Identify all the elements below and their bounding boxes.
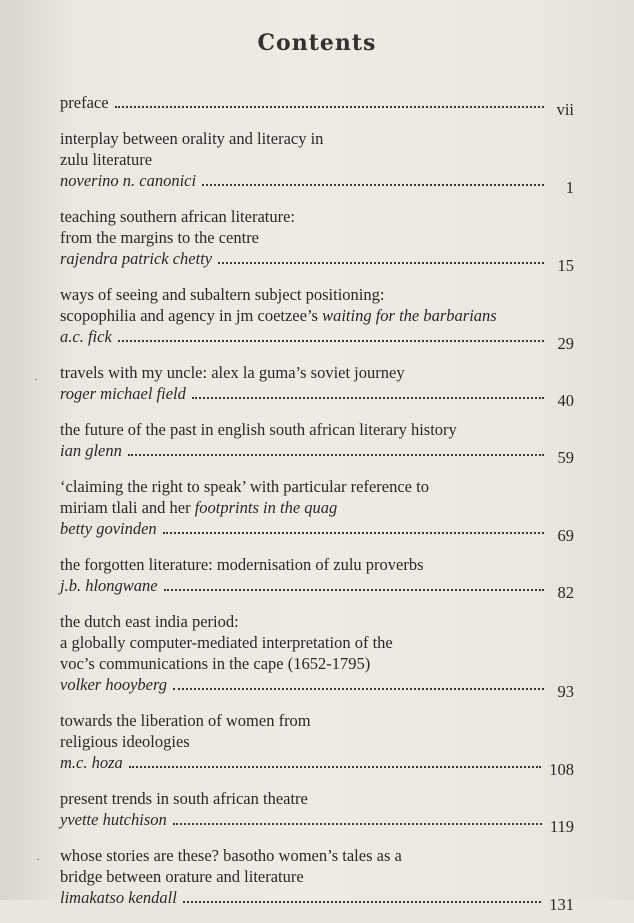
entry-title-text: religious ideologies [60, 732, 190, 751]
entry-title-text: travels with my uncle: alex la guma’s soviet journey [60, 363, 405, 382]
entry-title-text: scopophilia and agency in jm coetzee’s [60, 306, 323, 325]
author-row [60, 809, 574, 836]
entry-title-text: bridge between orature and literature [60, 867, 304, 886]
entry-title-line [60, 866, 574, 887]
entry-title-line [60, 731, 574, 752]
entry-author: limakatso kendall [60, 888, 177, 907]
dot-leader [115, 106, 544, 108]
entry-title-line [60, 653, 574, 674]
toc-entry [60, 284, 574, 353]
entry-title-text: whose stories are these? basotho women’s tales as a [60, 846, 402, 865]
entry-title-text: interplay between orality and literacy in [60, 129, 324, 148]
author-row [60, 248, 574, 275]
entry-title-line [60, 149, 574, 170]
dot-leader [173, 823, 542, 825]
entry-title-line [60, 362, 574, 383]
entry-title-text: miriam tlali and her [60, 498, 195, 517]
author-row [60, 170, 574, 197]
dot-leader [202, 184, 544, 186]
entry-title-text: ways of seeing and subaltern subject positioning: [60, 285, 385, 304]
dot-leader [129, 766, 541, 768]
page-number: vii [556, 100, 574, 119]
entry-author: yvette hutchison [60, 810, 167, 829]
author-row [60, 887, 574, 914]
entry-title-line [60, 305, 574, 326]
entry-title-line [60, 227, 574, 248]
page-number: 131 [549, 895, 574, 914]
dot-leader [128, 454, 544, 456]
entry-title-line [60, 128, 574, 149]
dot-leader [118, 340, 544, 342]
author-row [60, 92, 574, 119]
entry-author: m.c. hoza [60, 753, 123, 772]
entry-title-line [60, 284, 574, 305]
dot-leader [164, 589, 544, 591]
entry-title-text: the forgotten literature: modernisation of zulu proverbs [60, 555, 424, 574]
entry-author: j.b. hlongwane [60, 576, 158, 595]
dot-leader [173, 688, 544, 690]
entry-title-text: present trends in south african theatre [60, 789, 308, 808]
author-row [60, 383, 574, 410]
page-number: 82 [557, 583, 574, 602]
entry-title-text: the dutch east india period: [60, 612, 239, 631]
author-row [60, 752, 574, 779]
entry-author: preface [60, 93, 109, 112]
page-title: Contents [257, 30, 377, 56]
entry-title-line [60, 710, 574, 731]
margin-mark: · [34, 372, 38, 386]
entry-title-text: towards the liberation of women from [60, 711, 311, 730]
entry-title-line [60, 632, 574, 653]
entry-title-line [60, 419, 574, 440]
toc-entry [60, 845, 574, 914]
page-number: 69 [557, 526, 574, 545]
page-number: 40 [557, 391, 574, 410]
entry-author: a.c. fick [60, 327, 112, 346]
entry-title-line [60, 206, 574, 227]
margin-mark: · [36, 852, 40, 866]
entry-author: ian glenn [60, 441, 122, 460]
page-number: 15 [557, 256, 574, 275]
toc-entry [60, 476, 574, 545]
page-number: 29 [557, 334, 574, 353]
table-of-contents [60, 92, 574, 923]
dot-leader [218, 262, 544, 264]
toc-entry [60, 611, 574, 701]
entry-title-line [60, 554, 574, 575]
toc-entry [60, 206, 574, 275]
entry-title-line [60, 497, 574, 518]
dot-leader [163, 532, 544, 534]
entry-title-line [60, 611, 574, 632]
toc-entry [60, 128, 574, 197]
entry-author: roger michael field [60, 384, 186, 403]
entry-title-line [60, 476, 574, 497]
toc-entry [60, 554, 574, 602]
entry-title-text: zulu literature [60, 150, 153, 169]
page-number: 108 [549, 760, 574, 779]
entry-title-text: a globally computer-mediated interpretation of the [60, 633, 393, 652]
author-row [60, 440, 574, 467]
author-row [60, 326, 574, 353]
author-row [60, 518, 574, 545]
work-title: footprints in the quag [194, 498, 338, 517]
entry-author: rajendra patrick chetty [60, 249, 213, 268]
author-row [60, 674, 574, 701]
dot-leader [192, 397, 544, 399]
entry-title-line [60, 845, 574, 866]
entry-author: noverino n. canonici [60, 171, 197, 190]
page-number: 59 [557, 448, 574, 467]
entry-title-text: from the margins to the centre [60, 228, 260, 247]
page-number: 1 [565, 178, 574, 197]
toc-entry [60, 419, 574, 467]
toc-entry [60, 788, 574, 836]
toc-entry [60, 710, 574, 779]
entry-title-text: the future of the past in english south african literary history [60, 420, 457, 439]
entry-title-text: teaching southern african literature: [60, 207, 296, 226]
page-number: 119 [549, 817, 574, 836]
entry-author: betty govinden [60, 519, 157, 538]
entry-title-text: voc’s communications in the cape (1652-1795) [60, 654, 371, 673]
dot-leader [183, 901, 541, 903]
author-row [60, 575, 574, 602]
work-title: waiting for the barbarians [322, 306, 497, 325]
page-number: 93 [557, 682, 574, 701]
toc-entry [60, 362, 574, 410]
entry-title-text: ‘claiming the right to speak’ with particular reference to [60, 477, 429, 496]
entry-author: volker hooyberg [60, 675, 168, 694]
toc-entry [60, 92, 574, 119]
entry-title-line [60, 788, 574, 809]
